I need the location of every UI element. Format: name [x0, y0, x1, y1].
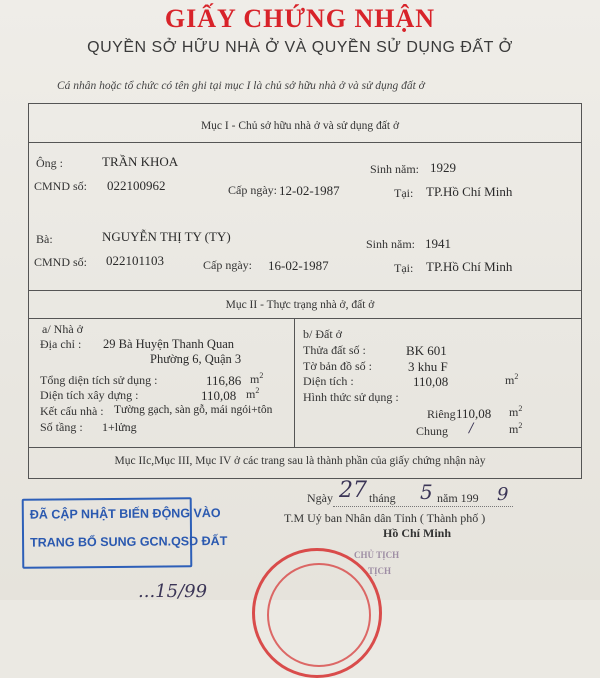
update-stamp — [22, 497, 228, 568]
date-year-digit: 9 — [497, 484, 509, 505]
owner1-date-label: Cấp ngày: — [228, 183, 277, 197]
owner2-birth: 1941 — [425, 236, 451, 251]
intro-text: Cá nhân hoặc tổ chức có tên ghi tại mục I là chủ sở hữu nhà ở và sử dụng đất ở — [57, 80, 425, 92]
owner2-place: TP.Hồ Chí Minh — [426, 259, 513, 274]
private-value: 110,08 — [456, 406, 492, 421]
private-unit: $m^2$ — [509, 404, 523, 419]
seal-text-1: CHỦ TỊCH — [354, 550, 400, 560]
authority-city: Hồ Chí Minh — [383, 526, 452, 540]
built-area-value: 110,08 — [201, 388, 237, 403]
footnote: Mục IIc,Mục III, Mục IV ở các trang sau là thành phần của giấy chứng nhận này — [114, 455, 486, 467]
house-land-divider — [294, 318, 295, 448]
land-area-unit: $m^2$ — [505, 372, 519, 387]
owner1-date: 12-02-1987 — [279, 183, 340, 198]
owner2-date-label: Cấp ngày: — [203, 258, 252, 272]
serial-number: ...15/99 — [138, 581, 208, 602]
red-seal — [252, 548, 382, 678]
owner1-place: TP.Hồ Chí Minh — [426, 184, 513, 199]
owner1-id: 022100962 — [107, 178, 166, 193]
section2-divider — [28, 290, 582, 291]
owner1-place-label: Tại: — [394, 186, 414, 200]
built-area-label: Diện tích xây dựng : — [40, 388, 139, 402]
seal-text-2: TỊCH — [368, 566, 392, 576]
owner2-id: 022101103 — [106, 253, 165, 268]
owner2-name-label: Bà: — [36, 232, 53, 246]
floors-label: Số tầng : — [40, 420, 83, 434]
owner2-birth-label: Sinh năm: — [366, 237, 416, 251]
total-area-value: 116,86 — [206, 373, 242, 388]
address-line1: 29 Bà Huyện Thanh Quan — [103, 337, 234, 351]
usage-label: Hình thức sử dụng : — [303, 390, 399, 404]
structure-label: Kết cấu nhà : — [40, 404, 104, 418]
owner1-birth-label: Sinh năm: — [370, 162, 420, 176]
address-line2: Phường 6, Quận 3 — [150, 352, 242, 366]
map-label: Tờ bản đồ số : — [303, 359, 373, 373]
owner2-name: NGUYỄN THỊ TY (TY) — [102, 229, 231, 244]
owner2-date: 16-02-1987 — [268, 258, 329, 273]
total-area-label: Tổng diện tích sử dụng : — [40, 373, 158, 387]
certificate-subtitle: QUYỀN SỞ HỮU NHÀ Ở VÀ QUYỀN SỬ DỤNG ĐẤT Ở — [87, 39, 513, 56]
date-underline — [333, 506, 513, 507]
section2-heading: Mục II - Thực trạng nhà ở, đất ở — [225, 299, 375, 311]
owner1-id-label: CMND số: — [34, 179, 88, 193]
footnote-divider — [28, 447, 582, 448]
land-area-value: 110,08 — [413, 374, 449, 389]
shared-unit: $m^2$ — [509, 421, 523, 436]
structure-value: Tường gạch, sàn gỗ, mái ngói+tôn — [114, 404, 273, 416]
address-label: Địa chỉ : — [40, 337, 82, 351]
date-day: 27 — [339, 478, 367, 503]
section1-heading: Mục I - Chủ sở hữu nhà ở và sử dụng đất ở — [200, 120, 400, 132]
shared-value: / — [469, 421, 474, 436]
floors-value: 1+lửng — [102, 420, 137, 434]
private-label: Riêng — [427, 407, 456, 421]
section1-heading-divider — [28, 142, 582, 143]
section2-heading-divider — [28, 318, 582, 319]
land-heading: b/ Đất ở — [303, 327, 343, 341]
owner1-birth: 1929 — [430, 160, 456, 175]
update-stamp-line1: ĐÃ CẬP NHẬT BIẾN ĐỘNG VÀO — [29, 506, 221, 522]
map-value: 3 khu F — [408, 359, 448, 374]
owner2-id-label: CMND số: — [34, 255, 88, 269]
date-year-label: năm 199 — [437, 491, 479, 505]
house-heading: a/ Nhà ở — [42, 322, 83, 336]
date-month: 5 — [420, 480, 433, 504]
lot-label: Thửa đất số : — [303, 343, 366, 357]
update-stamp-line2: TRANG BỔ SUNG GCN.QSD ĐẤT — [30, 533, 228, 550]
owner1-name: TRẦN KHOA — [102, 154, 179, 169]
owner1-name-label: Ông : — [36, 156, 63, 170]
authority-text: T.M Uỷ ban Nhân dân Tỉnh ( Thành phố ) — [284, 511, 486, 525]
total-area-unit: $m^2$ — [250, 371, 264, 386]
built-area-unit: $m^2$ — [246, 386, 260, 401]
shared-label: Chung — [416, 424, 449, 438]
owner2-place-label: Tại: — [394, 261, 414, 275]
lot-value: BK 601 — [406, 343, 447, 358]
date-month-label: tháng — [369, 491, 396, 505]
date-day-label: Ngày — [307, 491, 333, 505]
certificate-title: GIẤY CHỨNG NHẬN — [164, 4, 436, 33]
land-area-label: Diện tích : — [303, 374, 354, 388]
